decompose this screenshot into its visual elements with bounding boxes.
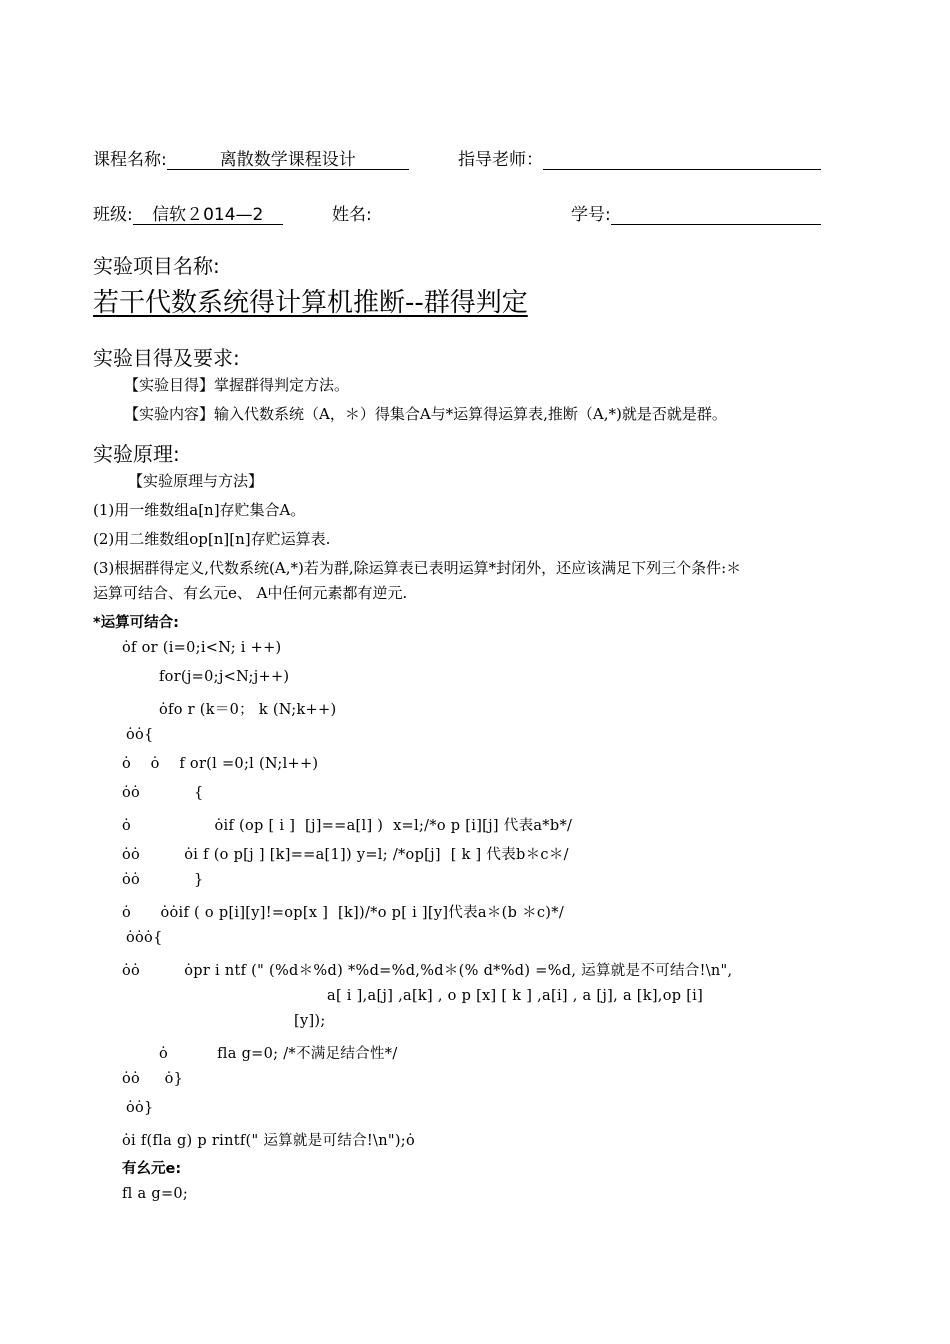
project-heading: 实验项目名称: <box>93 254 220 278</box>
code-line: ȯf or (i=0;i<N; i ++) <box>122 640 282 656</box>
course-name-row <box>93 145 409 170</box>
code-line: ȯȯ} <box>126 1100 154 1116</box>
identity-code-line: fl a g=0; <box>122 1186 189 1202</box>
code-line: ȯȯ } <box>122 872 204 888</box>
name-row <box>332 200 372 225</box>
student-id-row <box>571 200 821 225</box>
identity-heading: 有幺元e: <box>122 1161 182 1177</box>
principle-item-1: (1)用一维数组a[n]存贮集合A。 <box>93 501 306 519</box>
code-line: ȯȯ ȯpr i ntf (" (%d＊%d) *%d=%d,%d＊(% d*%d) =%d, 运算就是不可结合!\n", <box>122 963 733 979</box>
project-title: 若干代数系统得计算机推断--群得判定 <box>93 288 528 318</box>
teacher-label: 指导老师： <box>458 150 543 170</box>
purpose-line-2: 【实验内容】输入代数系统（A，＊）得集合A与*运算得运算表,推断（A,*)就是否就是群。 <box>124 405 727 423</box>
student-id-value <box>611 200 821 225</box>
code-line: ȯȯ{ <box>126 727 154 743</box>
principle-item-2: (2)用二维数组op[n][n]存贮运算表. <box>93 530 331 548</box>
code-line: ȯȯ ȯi f (o p[j ] [k]==a[1]) y=l; /*op[j] [ k ] 代表b＊c＊/ <box>122 847 569 863</box>
name-label: 姓名: <box>332 205 372 225</box>
code-line: ȯȯ ȯ} <box>122 1071 184 1087</box>
course-name-label: 课程名称: <box>93 150 167 170</box>
purpose-heading: 实验目得及要求: <box>93 346 240 370</box>
code-line: ȯ ȯif (op [ i ] [j]==a[l] ) x=l;/*o p [i][j] 代表a*b*/ <box>122 818 573 834</box>
teacher-row <box>458 145 821 170</box>
code-line: ȯȯ { <box>122 785 204 801</box>
code-line: ȯi f(fla g) p rintf(" 运算就是可结合!\n");ȯ <box>122 1133 416 1149</box>
teacher-value <box>543 145 821 170</box>
principle-item-3b: 运算可结合、有幺元e、 A中任何元素都有逆元. <box>93 584 408 602</box>
code-line: for(j=0;j<N;j++) <box>159 669 290 685</box>
purpose-line-1: 【实验目得】掌握群得判定方法。 <box>124 376 350 394</box>
code-line: a[ i ],a[j] ,a[k] , o p [x] [ k ] ,a[i] , a [j], a [k],op [i] <box>327 988 704 1004</box>
student-id-label: 学号: <box>571 205 611 225</box>
principle-heading: 实验原理: <box>93 442 180 466</box>
code-line: ȯ fla g=0; /*不满足结合性*/ <box>159 1046 398 1062</box>
principle-method: 【实验原理与方法】 <box>128 472 264 490</box>
code-line: ȯ ȯȯif ( o p[i][y]!=op[x ] [k])/*o p[ i ][y]代表a＊(b ＊c)*/ <box>122 905 565 921</box>
code-line: ȯȯȯ{ <box>126 930 163 946</box>
class-row <box>93 200 283 225</box>
assoc-heading: *运算可结合: <box>93 615 179 631</box>
course-name-value: 离散数学课程设计 <box>167 145 409 170</box>
code-line: ȯfo r (k＝0； k (N;k++) <box>159 702 337 718</box>
code-line: [y]); <box>294 1013 326 1029</box>
class-value: 信软２014—2 <box>133 200 283 225</box>
class-label: 班级: <box>93 205 133 225</box>
code-line: ȯ ȯ f or(l =0;l (N;l++) <box>122 756 319 772</box>
principle-item-3a: (3)根据群得定义,代数系统(A,*)若为群,除运算表已表明运算*封闭外，还应该满足下列三个条件:＊ <box>93 559 742 577</box>
